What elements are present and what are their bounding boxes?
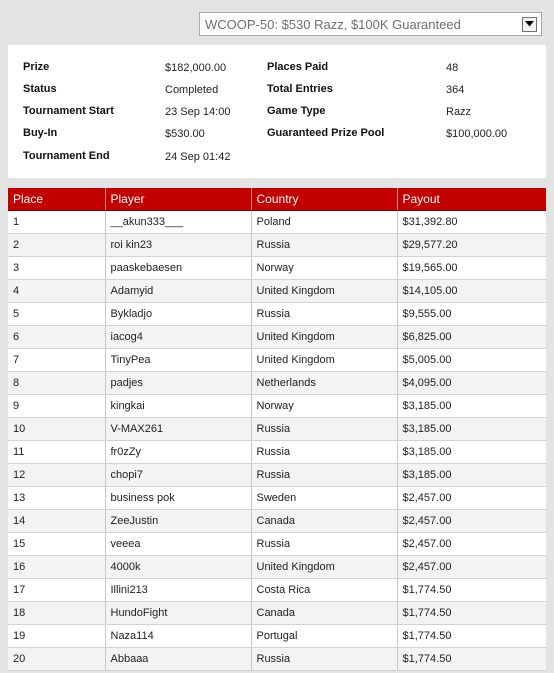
- status-value: Completed: [165, 84, 219, 96]
- place-cell: 4: [8, 280, 105, 303]
- payout-cell: $2,457.00: [397, 487, 546, 510]
- table-row: [8, 602, 546, 625]
- country-cell: Russia: [251, 533, 397, 556]
- table-row: [8, 510, 546, 533]
- place-cell: 1: [8, 211, 105, 234]
- player-cell: Abbaaa: [105, 648, 251, 671]
- player-cell: Bykladjo: [105, 303, 251, 326]
- total-entries-label: Total Entries: [267, 83, 333, 95]
- payout-cell: $2,457.00: [397, 556, 546, 579]
- country-cell: Russia: [251, 303, 397, 326]
- table-row: [8, 487, 546, 510]
- player-cell: paaskebaesen: [105, 257, 251, 280]
- tournament-select[interactable]: [199, 12, 542, 36]
- table-row: [8, 372, 546, 395]
- place-cell: 14: [8, 510, 105, 533]
- player-cell: veeea: [105, 533, 251, 556]
- buy-in-value: $530.00: [165, 128, 205, 140]
- place-cell: 8: [8, 372, 105, 395]
- player-cell: padjes: [105, 372, 251, 395]
- player-cell: HundoFight: [105, 602, 251, 625]
- place-cell: 13: [8, 487, 105, 510]
- place-cell: 17: [8, 579, 105, 602]
- table-row: [8, 556, 546, 579]
- tournament-end-value: 24 Sep 01:42: [165, 151, 231, 163]
- buy-in-label: Buy-In: [23, 127, 58, 139]
- place-cell: 19: [8, 625, 105, 648]
- place-cell: 16: [8, 556, 105, 579]
- table-row: [8, 418, 546, 441]
- tournament-start-value: 23 Sep 14:00: [165, 106, 231, 118]
- table-row: [8, 234, 546, 257]
- country-cell: Norway: [251, 395, 397, 418]
- country-cell: United Kingdom: [251, 556, 397, 579]
- places-paid-label: Places Paid: [267, 61, 329, 73]
- country-cell: Russia: [251, 234, 397, 257]
- game-type-label: Game Type: [267, 105, 326, 117]
- place-cell: 5: [8, 303, 105, 326]
- place-cell: 20: [8, 648, 105, 671]
- tournament-select-value[interactable]: WCOOP-50: $530 Razz, $100K Guaranteed: [205, 16, 461, 32]
- game-type-value: Razz: [446, 106, 472, 118]
- player-cell: ZeeJustin: [105, 510, 251, 533]
- payout-cell: $19,565.00: [397, 257, 546, 280]
- chevron-down-icon[interactable]: [522, 17, 537, 32]
- column-header-country[interactable]: Country: [251, 188, 397, 211]
- results-table-container: [8, 188, 546, 671]
- player-cell: 4000k: [105, 556, 251, 579]
- player-cell: Adamyid: [105, 280, 251, 303]
- table-row: [8, 280, 546, 303]
- payout-cell: $1,774.50: [397, 625, 546, 648]
- payout-cell: $3,185.00: [397, 395, 546, 418]
- table-row: [8, 625, 546, 648]
- country-cell: Russia: [251, 464, 397, 487]
- prize-label: Prize: [23, 61, 50, 73]
- payout-cell: $3,185.00: [397, 464, 546, 487]
- payout-cell: $4,095.00: [397, 372, 546, 395]
- player-cell: V-MAX261: [105, 418, 251, 441]
- place-cell: 7: [8, 349, 105, 372]
- payout-cell: $29,577.20: [397, 234, 546, 257]
- tournament-info-panel: [8, 45, 546, 178]
- country-cell: Canada: [251, 602, 397, 625]
- place-cell: 6: [8, 326, 105, 349]
- total-entries-value: 364: [446, 84, 465, 96]
- place-cell: 15: [8, 533, 105, 556]
- player-cell: business pok: [105, 487, 251, 510]
- table-row: [8, 349, 546, 372]
- payout-cell: $1,774.50: [397, 602, 546, 625]
- place-cell: 11: [8, 441, 105, 464]
- payout-cell: $14,105.00: [397, 280, 546, 303]
- payout-cell: $3,185.00: [397, 418, 546, 441]
- player-cell: TinyPea: [105, 349, 251, 372]
- guaranteed-prize-pool-label: Guaranteed Prize Pool: [267, 127, 385, 139]
- table-row: [8, 257, 546, 280]
- payout-cell: $3,185.00: [397, 441, 546, 464]
- table-row: [8, 395, 546, 418]
- payout-cell: $5,005.00: [397, 349, 546, 372]
- guaranteed-prize-pool-value: $100,000.00: [446, 128, 508, 140]
- table-row: [8, 326, 546, 349]
- payout-cell: $1,774.50: [397, 648, 546, 671]
- tournament-end-label: Tournament End: [23, 150, 110, 162]
- country-cell: Russia: [251, 418, 397, 441]
- player-cell: chopi7: [105, 464, 251, 487]
- country-cell: Canada: [251, 510, 397, 533]
- player-cell: __akun333___: [105, 211, 251, 234]
- player-cell: roi kin23: [105, 234, 251, 257]
- country-cell: Russia: [251, 441, 397, 464]
- table-row: [8, 464, 546, 487]
- country-cell: United Kingdom: [251, 280, 397, 303]
- places-paid-value: 48: [446, 62, 459, 74]
- country-cell: Portugal: [251, 625, 397, 648]
- place-cell: 3: [8, 257, 105, 280]
- country-cell: Costa Rica: [251, 579, 397, 602]
- country-cell: Norway: [251, 257, 397, 280]
- country-cell: Netherlands: [251, 372, 397, 395]
- payout-cell: $2,457.00: [397, 533, 546, 556]
- results-header-row: [8, 188, 546, 211]
- status-label: Status: [23, 83, 57, 95]
- country-cell: Russia: [251, 648, 397, 671]
- table-row: [8, 579, 546, 602]
- payout-cell: $6,825.00: [397, 326, 546, 349]
- player-cell: fr0zZy: [105, 441, 251, 464]
- payout-cell: $9,555.00: [397, 303, 546, 326]
- payout-cell: $1,774.50: [397, 579, 546, 602]
- payout-cell: $31,392.80: [397, 211, 546, 234]
- place-cell: 10: [8, 418, 105, 441]
- country-cell: Sweden: [251, 487, 397, 510]
- player-cell: Naza114: [105, 625, 251, 648]
- table-row: [8, 533, 546, 556]
- column-header-place[interactable]: Place: [8, 188, 105, 211]
- column-header-player[interactable]: Player: [105, 188, 251, 211]
- table-row: [8, 648, 546, 671]
- place-cell: 9: [8, 395, 105, 418]
- country-cell: United Kingdom: [251, 326, 397, 349]
- column-header-payout[interactable]: Payout: [397, 188, 546, 211]
- prize-value: $182,000.00: [165, 62, 227, 74]
- table-row: [8, 303, 546, 326]
- table-row: [8, 441, 546, 464]
- player-cell: iacog4: [105, 326, 251, 349]
- place-cell: 12: [8, 464, 105, 487]
- payout-cell: $2,457.00: [397, 510, 546, 533]
- country-cell: United Kingdom: [251, 349, 397, 372]
- player-cell: Illini213: [105, 579, 251, 602]
- place-cell: 2: [8, 234, 105, 257]
- country-cell: Poland: [251, 211, 397, 234]
- place-cell: 18: [8, 602, 105, 625]
- table-row: [8, 211, 546, 234]
- results-table: [8, 188, 546, 671]
- player-cell: kingkai: [105, 395, 251, 418]
- tournament-start-label: Tournament Start: [23, 105, 114, 117]
